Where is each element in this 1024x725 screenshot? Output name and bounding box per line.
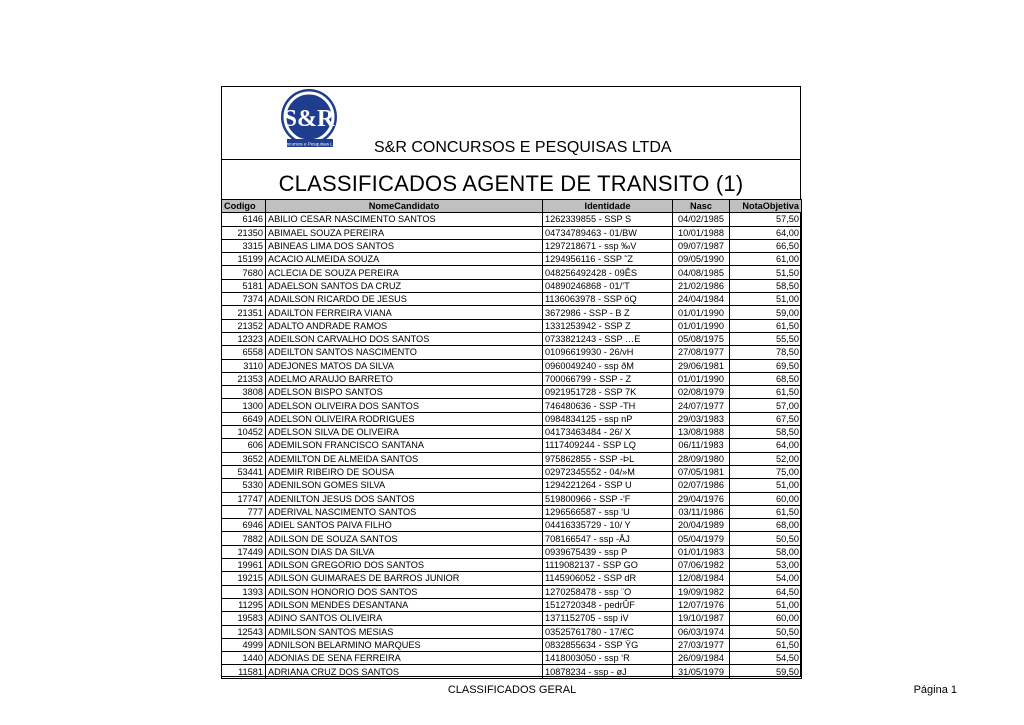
- cell-code: 6558: [222, 346, 266, 359]
- cell-id: 1294221264 - SSP U: [543, 479, 673, 492]
- cell-nota: 64,50: [730, 585, 802, 598]
- cell-name: ABINEAS LIMA DOS SANTOS: [266, 239, 543, 252]
- cell-name: ADINO SANTOS OLIVEIRA: [266, 612, 543, 625]
- table-row: [222, 505, 802, 518]
- logo-text: S&R: [283, 106, 335, 132]
- cell-nasc: 01/01/1983: [673, 545, 730, 558]
- cell-name: ADERIVAL NASCIMENTO SANTOS: [266, 505, 543, 518]
- cell-code: 21350: [222, 226, 266, 239]
- cell-nasc: 12/07/1976: [673, 598, 730, 611]
- cell-name: ADENILTON JESUS DOS SANTOS: [266, 492, 543, 505]
- cell-name: ADMILSON SANTOS MESIAS: [266, 625, 543, 638]
- cell-code: 12323: [222, 332, 266, 345]
- table-row: [222, 279, 802, 292]
- cell-nasc: 27/08/1977: [673, 346, 730, 359]
- table-row: [222, 346, 802, 359]
- cell-code: 3652: [222, 452, 266, 465]
- cell-nota: 60,00: [730, 492, 802, 505]
- table-header-row: [222, 200, 802, 213]
- cell-id: 975862855 - SSP -ÞL: [543, 452, 673, 465]
- cell-nota: 58,00: [730, 545, 802, 558]
- cell-code: 1440: [222, 652, 266, 665]
- table-row: [222, 399, 802, 412]
- cell-nasc: 31/05/1979: [673, 665, 730, 678]
- cell-name: ADEILTON SANTOS NASCIMENTO: [266, 346, 543, 359]
- table-row: [222, 532, 802, 545]
- report-sheet: [221, 86, 801, 677]
- table-row: [222, 638, 802, 651]
- cell-id: 1294956116 - SSP ˜Z: [543, 253, 673, 266]
- cell-nota: 66,50: [730, 239, 802, 252]
- cell-nota: 69,50: [730, 359, 802, 372]
- cell-name: ABILIO CESAR NASCIMENTO SANTOS: [266, 213, 543, 226]
- cell-id: 1136063978 - SSP öQ: [543, 293, 673, 306]
- column-header-nota: NotaObjetiva: [730, 200, 802, 213]
- column-header-codigo: Codigo: [222, 200, 266, 213]
- cell-nota: 54,50: [730, 652, 802, 665]
- cell-nasc: 04/02/1985: [673, 213, 730, 226]
- cell-nota: 61,00: [730, 253, 802, 266]
- cell-nasc: 24/04/1984: [673, 293, 730, 306]
- cell-code: 6649: [222, 412, 266, 425]
- table-row: [222, 559, 802, 572]
- cell-nasc: 20/04/1989: [673, 519, 730, 532]
- cell-nasc: 26/09/1984: [673, 652, 730, 665]
- table-row: [222, 306, 802, 319]
- table-row: [222, 598, 802, 611]
- cell-id: 02972345552 - 04/»M: [543, 465, 673, 478]
- cell-name: ADEMILTON DE ALMEIDA SANTOS: [266, 452, 543, 465]
- cell-nota: 50,50: [730, 625, 802, 638]
- cell-nasc: 01/01/1990: [673, 372, 730, 385]
- table-body: [222, 213, 802, 678]
- cell-code: 11581: [222, 665, 266, 678]
- company-logo: [273, 87, 345, 159]
- cell-name: ADILSON DIAS DA SILVA: [266, 545, 543, 558]
- table-row: [222, 213, 802, 226]
- table-row: [222, 585, 802, 598]
- cell-id: 1296566587 - ssp ‘U: [543, 505, 673, 518]
- results-table: [221, 199, 802, 679]
- cell-id: 0960049240 - ssp ðM: [543, 359, 673, 372]
- cell-code: 17747: [222, 492, 266, 505]
- cell-nota: 67,50: [730, 412, 802, 425]
- table-row: [222, 519, 802, 532]
- cell-code: 777: [222, 505, 266, 518]
- cell-nota: 58,50: [730, 426, 802, 439]
- cell-id: 1418003050 - ssp ‘R: [543, 652, 673, 665]
- cell-id: 1512720348 - pedrÛF: [543, 598, 673, 611]
- table-row: [222, 332, 802, 345]
- cell-id: 1270258478 - ssp ¨O: [543, 585, 673, 598]
- cell-nota: 59,50: [730, 665, 802, 678]
- cell-id: 01096619930 - 26/vH: [543, 346, 673, 359]
- table-row: [222, 625, 802, 638]
- cell-name: ADONIAS DE SENA FERREIRA: [266, 652, 543, 665]
- cell-nota: 61,50: [730, 319, 802, 332]
- cell-nasc: 05/08/1975: [673, 332, 730, 345]
- cell-name: ADAILTON FERREIRA VIANA: [266, 306, 543, 319]
- cell-nasc: 09/05/1990: [673, 253, 730, 266]
- cell-nota: 57,50: [730, 213, 802, 226]
- report-title: CLASSIFICADOS AGENTE DE TRANSITO (1): [278, 171, 744, 196]
- cell-nasc: 29/04/1976: [673, 492, 730, 505]
- cell-nota: 50,50: [730, 532, 802, 545]
- cell-id: 0921951728 - SSP 7K: [543, 386, 673, 399]
- cell-code: 15199: [222, 253, 266, 266]
- cell-nota: 51,00: [730, 293, 802, 306]
- table-row: [222, 479, 802, 492]
- cell-code: 7882: [222, 532, 266, 545]
- cell-nasc: 07/05/1981: [673, 465, 730, 478]
- cell-nasc: 01/01/1990: [673, 319, 730, 332]
- cell-code: 7680: [222, 266, 266, 279]
- cell-name: ADIEL SANTOS PAIVA FILHO: [266, 519, 543, 532]
- cell-name: ADEMIR RIBEIRO DE SOUSA: [266, 465, 543, 478]
- cell-name: ADRIANA CRUZ DOS SANTOS: [266, 665, 543, 678]
- cell-nota: 61,50: [730, 638, 802, 651]
- cell-name: ADILSON MENDES DESANTANA: [266, 598, 543, 611]
- cell-nota: 61,50: [730, 386, 802, 399]
- cell-nasc: 27/03/1977: [673, 638, 730, 651]
- cell-id: 1331253942 - SSP Z: [543, 319, 673, 332]
- cell-id: 10878234 - ssp - øJ: [543, 665, 673, 678]
- cell-nasc: 21/02/1986: [673, 279, 730, 292]
- cell-code: 5330: [222, 479, 266, 492]
- cell-id: 1262339855 - SSP S: [543, 213, 673, 226]
- cell-name: ADALTO ANDRADE RAMOS: [266, 319, 543, 332]
- cell-nasc: 06/11/1983: [673, 439, 730, 452]
- cell-id: 04416335729 - 10/ Y: [543, 519, 673, 532]
- table-row: [222, 386, 802, 399]
- cell-code: 17449: [222, 545, 266, 558]
- cell-name: ADENILSON GOMES SILVA: [266, 479, 543, 492]
- cell-name: ADNILSON BELARMINO MARQUES: [266, 638, 543, 651]
- cell-nota: 51,50: [730, 266, 802, 279]
- cell-name: ADELSON OLIVEIRA DOS SANTOS: [266, 399, 543, 412]
- cell-nota: 64,00: [730, 439, 802, 452]
- cell-nasc: 28/09/1980: [673, 452, 730, 465]
- table-row: [222, 239, 802, 252]
- company-name: S&R CONCURSOS E PESQUISAS LTDA: [374, 139, 672, 156]
- cell-nota: 57,00: [730, 399, 802, 412]
- cell-code: 21351: [222, 306, 266, 319]
- table-row: [222, 665, 802, 678]
- cell-id: 0733821243 - SSP …E: [543, 332, 673, 345]
- table-row: [222, 572, 802, 585]
- table-row: [222, 545, 802, 558]
- cell-id: 04890246868 - 01/’T: [543, 279, 673, 292]
- table-row: [222, 293, 802, 306]
- cell-name: ADEMILSON FRANCISCO SANTANA: [266, 439, 543, 452]
- cell-id: 708166547 - ssp -ÅJ: [543, 532, 673, 545]
- table-row: [222, 465, 802, 478]
- cell-name: ADELSON OLIVEIRA RODRIGUES: [266, 412, 543, 425]
- cell-nasc: 02/08/1979: [673, 386, 730, 399]
- cell-nasc: 04/08/1985: [673, 266, 730, 279]
- cell-code: 3808: [222, 386, 266, 399]
- cell-nota: 59,00: [730, 306, 802, 319]
- cell-nota: 68,50: [730, 372, 802, 385]
- cell-nota: 51,00: [730, 479, 802, 492]
- table-row: [222, 412, 802, 425]
- cell-name: ADILSON DE SOUZA SANTOS: [266, 532, 543, 545]
- cell-nasc: 12/08/1984: [673, 572, 730, 585]
- cell-code: 11295: [222, 598, 266, 611]
- table-row: [222, 439, 802, 452]
- cell-nasc: 03/11/1986: [673, 505, 730, 518]
- cell-name: ADILSON GREGORIO DOS SANTOS: [266, 559, 543, 572]
- footer-title: CLASSIFICADOS GERAL: [447, 684, 577, 696]
- table-row: [222, 359, 802, 372]
- table-row: [222, 253, 802, 266]
- cell-nasc: 06/03/1974: [673, 625, 730, 638]
- cell-code: 606: [222, 439, 266, 452]
- cell-id: 0939675439 - ssp P: [543, 545, 673, 558]
- cell-nasc: 19/09/1982: [673, 585, 730, 598]
- cell-nota: 68,00: [730, 519, 802, 532]
- cell-id: 0984834125 - ssp nP: [543, 412, 673, 425]
- cell-nota: 60,00: [730, 612, 802, 625]
- cell-id: 0832855634 - SSP ŸG: [543, 638, 673, 651]
- cell-name: ABIMAEL SOUZA PEREIRA: [266, 226, 543, 239]
- cell-name: ADAILSON RICARDO DE JESUS: [266, 293, 543, 306]
- table-row: [222, 319, 802, 332]
- logo-subtext: Concursos e Pesquisas Ltda: [280, 141, 340, 147]
- cell-nasc: 05/04/1979: [673, 532, 730, 545]
- cell-nota: 75,00: [730, 465, 802, 478]
- cell-code: 21352: [222, 319, 266, 332]
- cell-code: 19961: [222, 559, 266, 572]
- cell-code: 53441: [222, 465, 266, 478]
- header-divider: [222, 159, 800, 160]
- cell-id: 048256492428 - 09ÊS: [543, 266, 673, 279]
- column-header-identidade: Identidade: [543, 200, 673, 213]
- cell-name: ADEILSON CARVALHO DOS SANTOS: [266, 332, 543, 345]
- cell-code: 12543: [222, 625, 266, 638]
- table-row: [222, 492, 802, 505]
- table-row: [222, 452, 802, 465]
- cell-name: ADELSON BISPO SANTOS: [266, 386, 543, 399]
- cell-nota: 52,00: [730, 452, 802, 465]
- cell-code: 1300: [222, 399, 266, 412]
- column-header-nome: NomeCandidato: [266, 200, 543, 213]
- cell-code: 7374: [222, 293, 266, 306]
- cell-code: 4999: [222, 638, 266, 651]
- page-number: Página 1: [913, 684, 957, 696]
- cell-nota: 78,50: [730, 346, 802, 359]
- cell-code: 3315: [222, 239, 266, 252]
- cell-name: ADEJONES MATOS DA SILVA: [266, 359, 543, 372]
- cell-nota: 64,00: [730, 226, 802, 239]
- cell-nasc: 13/08/1988: [673, 426, 730, 439]
- cell-name: ACACIO ALMEIDA SOUZA: [266, 253, 543, 266]
- cell-nasc: 01/01/1990: [673, 306, 730, 319]
- table-row: [222, 652, 802, 665]
- cell-name: ADELMO ARAUJO BARRETO: [266, 372, 543, 385]
- cell-name: ADAELSON SANTOS DA CRUZ: [266, 279, 543, 292]
- cell-name: ADILSON GUIMARAES DE BARROS JUNIOR: [266, 572, 543, 585]
- cell-nasc: 29/06/1981: [673, 359, 730, 372]
- cell-code: 19215: [222, 572, 266, 585]
- cell-code: 6946: [222, 519, 266, 532]
- cell-code: 19583: [222, 612, 266, 625]
- cell-id: 04173463484 - 26/ X: [543, 426, 673, 439]
- cell-nasc: 09/07/1987: [673, 239, 730, 252]
- cell-id: 3672986 - SSP - B Z: [543, 306, 673, 319]
- cell-nota: 55,50: [730, 332, 802, 345]
- cell-code: 5181: [222, 279, 266, 292]
- cell-name: ADELSON SILVA DE OLIVEIRA: [266, 426, 543, 439]
- column-header-nasc: Nasc: [673, 200, 730, 213]
- table-row: [222, 612, 802, 625]
- cell-nasc: 29/03/1983: [673, 412, 730, 425]
- cell-nota: 54,00: [730, 572, 802, 585]
- cell-id: 1119082137 - SSP GO: [543, 559, 673, 572]
- cell-nasc: 10/01/1988: [673, 226, 730, 239]
- cell-id: 03525761780 - 17/€C: [543, 625, 673, 638]
- table-row: [222, 372, 802, 385]
- cell-nota: 51,00: [730, 598, 802, 611]
- cell-id: 1371152705 - ssp iV: [543, 612, 673, 625]
- cell-name: ACLECIA DE SOUZA PEREIRA: [266, 266, 543, 279]
- cell-code: 6146: [222, 213, 266, 226]
- cell-nasc: 07/06/1982: [673, 559, 730, 572]
- cell-id: 04734789463 - 01/BW: [543, 226, 673, 239]
- cell-id: 519800966 - SSP -'F: [543, 492, 673, 505]
- cell-nasc: 24/07/1977: [673, 399, 730, 412]
- cell-nota: 61,50: [730, 505, 802, 518]
- cell-nota: 53,00: [730, 559, 802, 572]
- cell-code: 1393: [222, 585, 266, 598]
- cell-code: 21353: [222, 372, 266, 385]
- table-row: [222, 426, 802, 439]
- cell-nota: 58,50: [730, 279, 802, 292]
- cell-id: 1117409244 - SSP LQ: [543, 439, 673, 452]
- table-row: [222, 226, 802, 239]
- cell-name: ADILSON HONORIO DOS SANTOS: [266, 585, 543, 598]
- cell-code: 10452: [222, 426, 266, 439]
- cell-code: 3110: [222, 359, 266, 372]
- cell-id: 1297218671 - ssp ‰V: [543, 239, 673, 252]
- cell-id: 700066799 - SSP - Z: [543, 372, 673, 385]
- table-row: [222, 266, 802, 279]
- cell-nasc: 19/10/1987: [673, 612, 730, 625]
- cell-id: 746480636 - SSP -TH: [543, 399, 673, 412]
- cell-id: 1145906052 - SSP dR: [543, 572, 673, 585]
- cell-nasc: 02/07/1986: [673, 479, 730, 492]
